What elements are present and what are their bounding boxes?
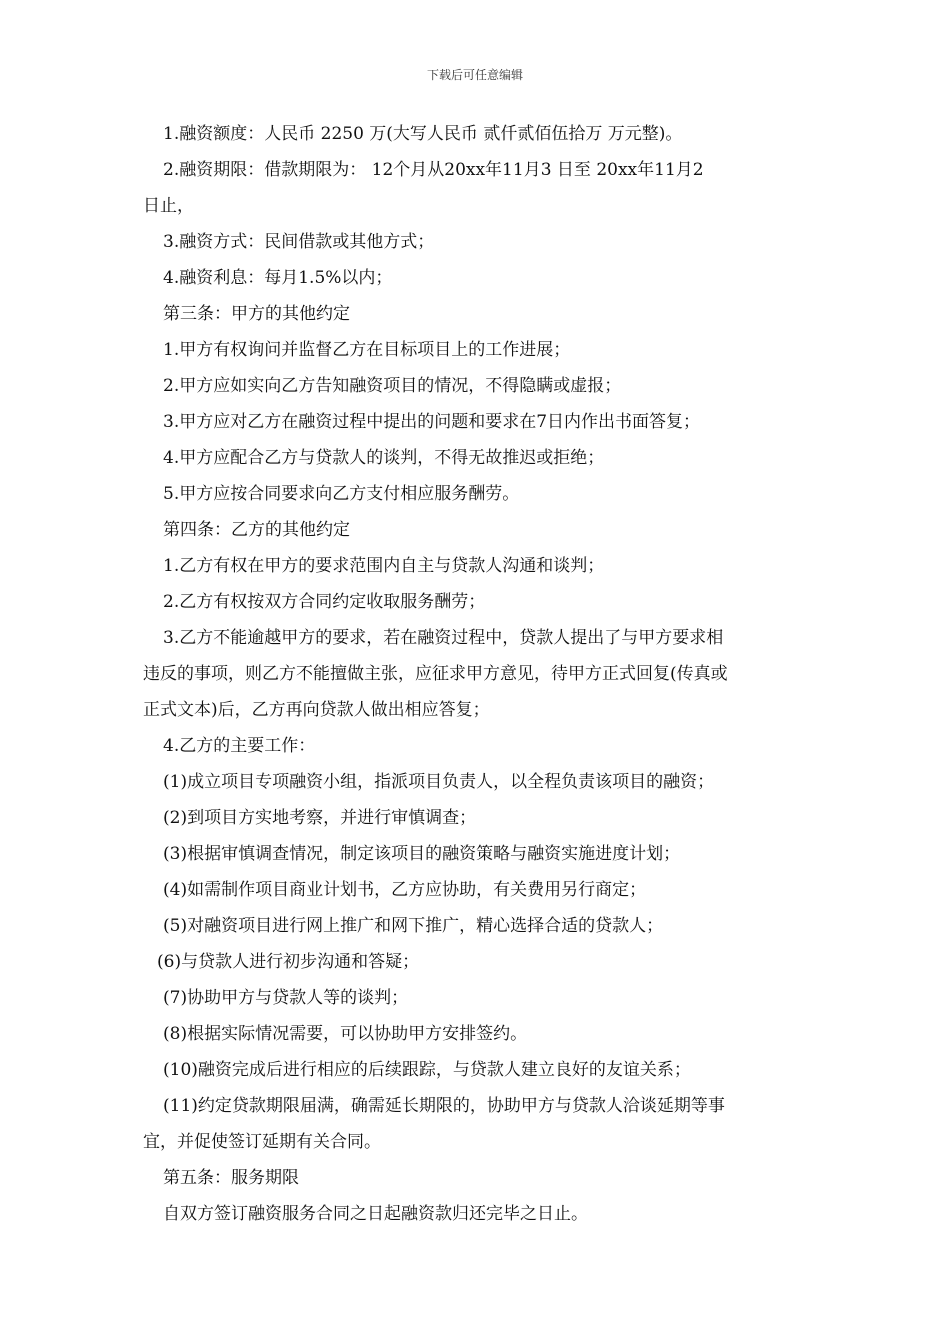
text-line: 日止， (143, 196, 194, 216)
text-line: (1)成立项目专项融资小组，指派项目负责人，以全程负责该项目的融资； (163, 772, 715, 792)
text-line: 3.乙方不能逾越甲方的要求，若在融资过程中，贷款人提出了与甲方要求相 (163, 628, 724, 648)
text-line: 违反的事项，则乙方不能擅做主张，应征求甲方意见，待甲方正式回复(传真或 (143, 664, 728, 684)
text-line: 4.融资利息：每月1.5%以内； (163, 268, 393, 288)
text-line: 1.甲方有权询问并监督乙方在目标项目上的工作进展； (163, 340, 571, 360)
text-line: (7)协助甲方与贷款人等的谈判； (163, 988, 409, 1008)
text-line: 1.乙方有权在甲方的要求范围内自主与贷款人沟通和谈判； (163, 556, 605, 576)
text-line: (5)对融资项目进行网上推广和网下推广，精心选择合适的贷款人； (163, 916, 664, 936)
text-line: 4.乙方的主要工作： (163, 736, 316, 756)
text-line: 5.甲方应按合同要求向乙方支付相应服务酬劳。 (163, 484, 520, 504)
text-line: 第四条：乙方的其他约定 (163, 520, 350, 540)
document-body (143, 116, 808, 1232)
text-line: (3)根据审慎调查情况，制定该项目的融资策略与融资实施进度计划； (163, 844, 681, 864)
text-line: 4.甲方应配合乙方与贷款人的谈判，不得无故推迟或拒绝； (163, 448, 605, 468)
text-line: 2.乙方有权按双方合同约定收取服务酬劳； (163, 592, 486, 612)
text-line: 2.融资期限：借款期限为： 12个月从20xx年11月3 日至 20xx年11月2 (163, 160, 704, 180)
text-line: (6)与贷款人进行初步沟通和答疑； (157, 952, 420, 972)
text-line: 第三条：甲方的其他约定 (163, 304, 350, 324)
text-line: 2.甲方应如实向乙方告知融资项目的情况，不得隐瞒或虚报； (163, 376, 622, 396)
text-line: 自双方签订融资服务合同之日起融资款归还完毕之日止。 (163, 1204, 588, 1224)
page-header: 下载后可任意编辑 (426, 68, 523, 82)
text-line: (4)如需制作项目商业计划书，乙方应协助，有关费用另行商定； (163, 880, 647, 900)
text-line: (8)根据实际情况需要，可以协助甲方安排签约。 (163, 1024, 528, 1044)
text-line: (10)融资完成后进行相应的后续跟踪，与贷款人建立良好的友谊关系； (163, 1060, 691, 1080)
text-line: (11)约定贷款期限届满，确需延长期限的，协助甲方与贷款人洽谈延期等事 (163, 1096, 725, 1116)
text-line: 正式文本)后，乙方再向贷款人做出相应答复； (143, 700, 490, 720)
text-line: 宜，并促使签订延期有关合同。 (143, 1132, 381, 1152)
text-line: 1.融资额度：人民币 2250 万(大写人民币 贰仟贰佰伍拾万 万元整)。 (163, 124, 683, 144)
text-line: 第五条：服务期限 (163, 1168, 299, 1188)
text-line: 3.甲方应对乙方在融资过程中提出的问题和要求在7日内作出书面答复； (163, 412, 701, 432)
text-line: (2)到项目方实地考察，并进行审慎调查； (163, 808, 477, 828)
text-line: 3.融资方式：民间借款或其他方式； (163, 232, 435, 252)
